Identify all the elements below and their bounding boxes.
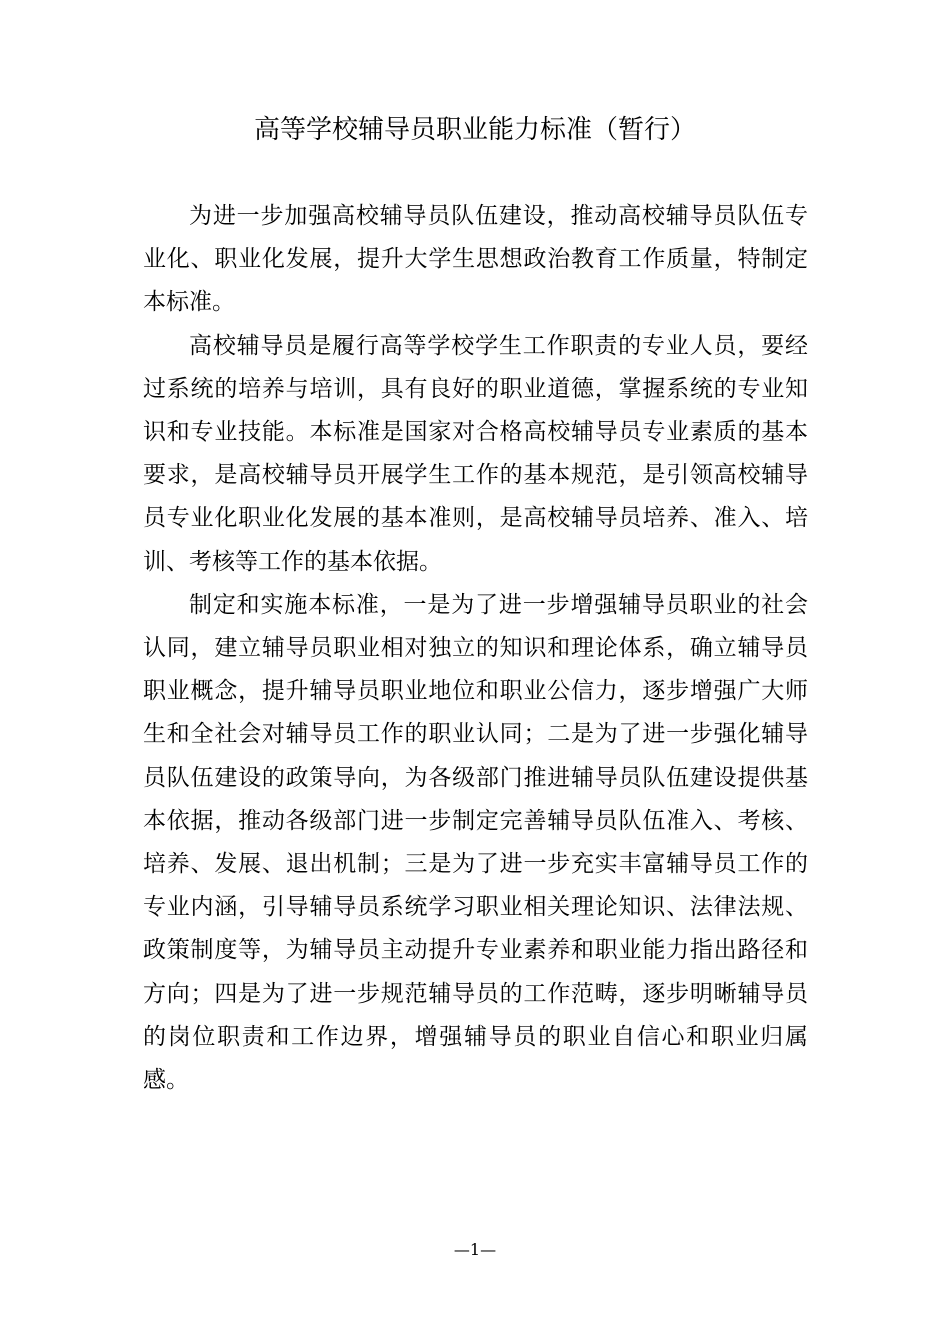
paragraph-significance: 制定和实施本标准，一是为了进一步增强辅导员职业的社会认同，建立辅导员职业相对独立的知识和理论体系，确立辅导员职业概念，提升辅导员职业地位和职业公信力，逐步增强广大师生和全社会对辅导员工作的职业认同；二是为了进一步强化辅导员队伍建设的政策导向，为各级部门推进辅导员队伍建设提供基本依据，推动各级部门进一步制定完善辅导员队伍准入、考核、培养、发展、退出机制；三是为了进一步充实丰富辅导员工作的专业内涵，引导辅导员系统学习职业相关理论知识、法律法规、政策制度等，为辅导员主动提升专业素养和职业能力指出路径和方向；四是为了进一步规范辅导员的工作范畴，逐步明晰辅导员的岗位职责和工作边界，增强辅导员的职业自信心和职业归属感。 xyxy=(143,591,808,1094)
page-number: —1— xyxy=(453,1240,497,1259)
paragraph-definition: 高校辅导员是履行高等学校学生工作职责的专业人员，要经过系统的培养与培训，具有良好的职业道德，掌握系统的专业知识和专业技能。本标准是国家对合格高校辅导员专业素质的基本要求，是高校辅导员开展学生工作的基本规范，是引领高校辅导员专业化职业化发展的基本准则，是高校辅导员培养、准入、培训、考核等工作的基本依据。 xyxy=(143,332,808,575)
document-title: 高等学校辅导员职业能力标准（暂行） xyxy=(253,115,696,145)
document-body xyxy=(143,195,808,1102)
paragraph-purpose: 为进一步加强高校辅导员队伍建设，推动高校辅导员队伍专业化、职业化发展，提升大学生思想政治教育工作质量，特制定本标准。 xyxy=(143,203,808,316)
